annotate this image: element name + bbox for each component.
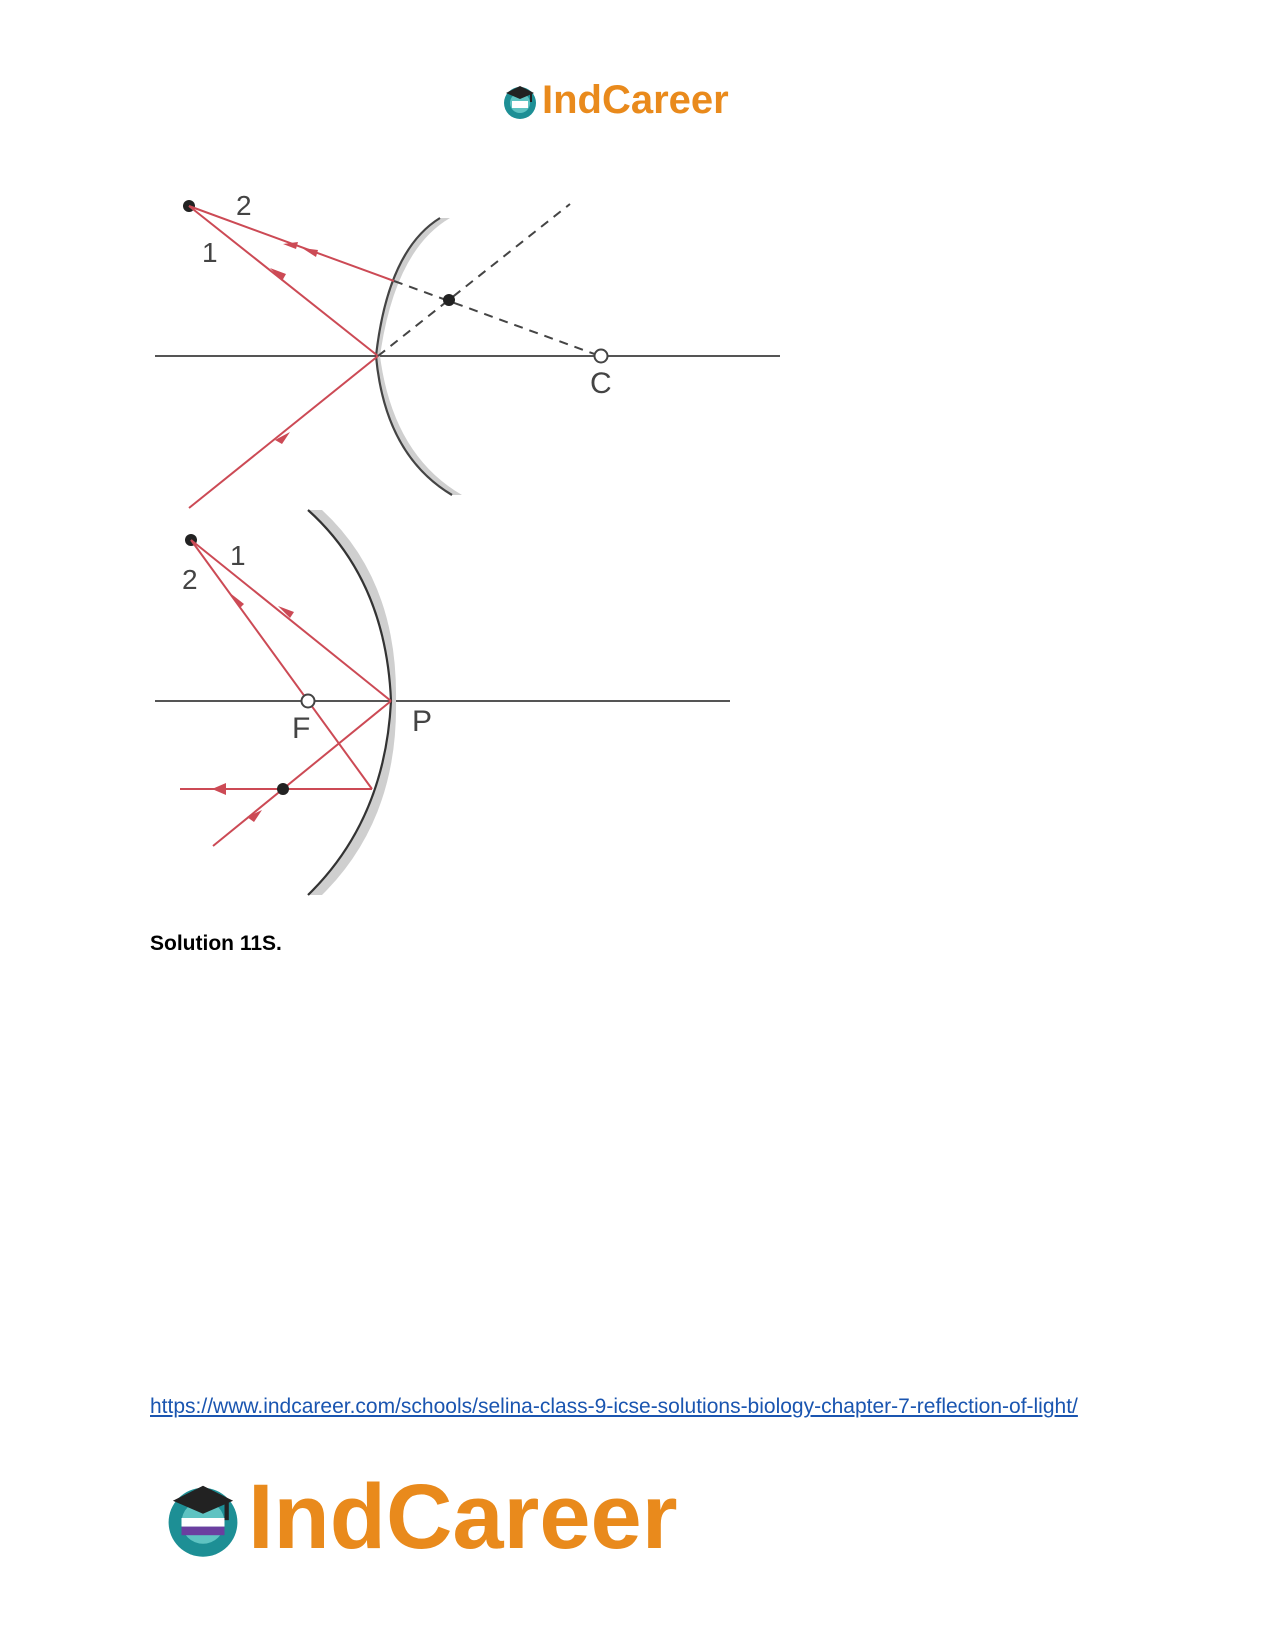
image-point: [443, 294, 455, 306]
ray-label-1-top: 1: [202, 237, 218, 268]
ray-1-arrow: [270, 268, 286, 281]
solution-title: Solution 11S.: [150, 932, 282, 955]
ray-label-1-bottom: 1: [230, 540, 246, 571]
footer-logo-text: IndCareer: [248, 1466, 678, 1568]
concave-mirror-diagram: [155, 510, 730, 895]
ray-2-arrow-back: [283, 242, 298, 249]
ray-label-2-bottom: 2: [182, 564, 198, 595]
center-of-curvature: [595, 350, 608, 363]
header-logo-text: IndCareer: [542, 78, 729, 122]
image-point-bottom: [277, 783, 289, 795]
center-label: C: [590, 367, 612, 400]
virtual-ray-to-center: [394, 281, 600, 356]
footer-logo: [160, 1465, 678, 1570]
graduation-cap-books-icon: [160, 1475, 246, 1561]
ray-label-2-top: 2: [236, 190, 252, 221]
ray-2-reflected-bottom-arrow: [212, 783, 226, 795]
ray-2-arrow-out: [302, 248, 318, 257]
convex-mirror-diagram: [155, 190, 780, 508]
focus-point: [302, 695, 315, 708]
focus-label: F: [292, 712, 311, 745]
ray-1-incident: [189, 206, 378, 356]
ray-2-bottom-arrow: [230, 593, 244, 608]
source-url-link[interactable]: https://www.indcareer.com/schools/selina-class-9-icse-solutions-biology-chapter-7-reflection-of-light/: [150, 1395, 1078, 1418]
virtual-ray-extension: [378, 204, 570, 356]
pole-label: P: [412, 705, 433, 738]
concave-mirror-surface: [308, 510, 391, 895]
ray-1-reflected: [189, 356, 378, 508]
